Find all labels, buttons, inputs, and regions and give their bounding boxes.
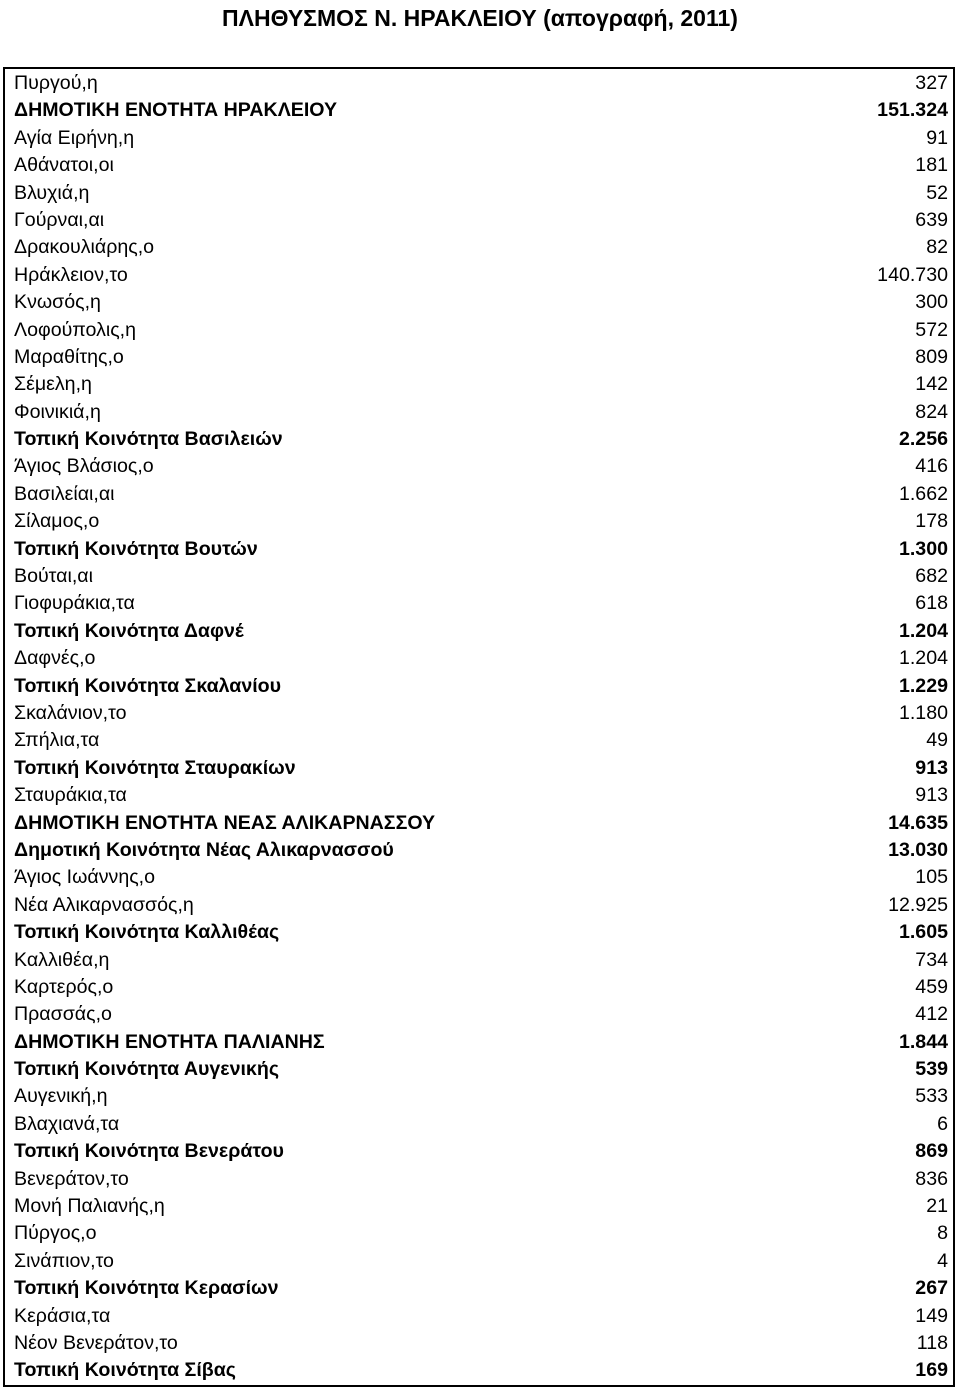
row-name: Αγία Ειρήνη,η	[14, 126, 135, 149]
row-name: Μονή Παλιανής,η	[14, 1195, 165, 1218]
row-population: 12.925	[888, 893, 948, 916]
row-population: 52	[926, 181, 948, 204]
row-population: 639	[915, 208, 948, 231]
row-name: Τοπική Κοινότητα Καλλιθέας	[14, 921, 280, 944]
row-name: Δαφνές,ο	[14, 647, 96, 670]
table-row	[5, 562, 953, 589]
row-population: 913	[915, 784, 948, 807]
table-row	[5, 151, 953, 178]
row-name: Πύργος,ο	[14, 1222, 97, 1245]
row-name: Γούρναι,αι	[14, 208, 105, 231]
table-row	[5, 754, 953, 781]
row-population: 734	[915, 948, 948, 971]
table-row	[5, 124, 953, 151]
row-name: Βούται,αι	[14, 565, 93, 588]
row-name: Καρτερός,ο	[14, 975, 114, 998]
row-name: Νέον Βενεράτον,το	[14, 1331, 178, 1354]
table-row	[5, 96, 953, 123]
page-title: ΠΛΗΘΥΣΜΟΣ Ν. ΗΡΑΚΛΕΙΟΥ (απογραφή, 2011)	[222, 5, 738, 31]
table-row	[5, 1082, 953, 1109]
row-population: 913	[915, 756, 948, 779]
row-population: 13.030	[888, 838, 948, 861]
row-population: 300	[915, 291, 948, 314]
row-name: Ηράκλειον,το	[14, 263, 128, 286]
table-row	[5, 617, 953, 644]
row-population: 1.204	[898, 619, 948, 642]
row-population: 618	[915, 592, 948, 615]
row-name: Άγιος Ιωάννης,ο	[14, 866, 156, 889]
row-name: Σινάπιον,το	[14, 1249, 114, 1272]
population-table	[3, 67, 955, 1387]
row-population: 1.605	[898, 921, 948, 944]
row-name: Σταυράκια,τα	[14, 784, 127, 807]
row-population: 416	[915, 455, 948, 478]
row-population: 809	[915, 345, 948, 368]
row-name: Τοπική Κοινότητα Σίβας	[14, 1359, 236, 1382]
table-row	[5, 726, 953, 753]
table-row	[5, 1329, 953, 1356]
row-name: ΔΗΜΟΤΙΚΗ ΕΝΟΤΗΤΑ ΗΡΑΚΛΕΙΟΥ	[14, 99, 338, 122]
row-name: Κεράσια,τα	[14, 1304, 111, 1327]
table-row	[5, 1219, 953, 1246]
row-name: Τοπική Κοινότητα Βουτών	[14, 537, 258, 560]
row-name: Τοπική Κοινότητα Σταυρακίων	[14, 756, 296, 779]
row-name: Αυγενική,η	[14, 1085, 108, 1108]
row-name: Βλυχιά,η	[14, 181, 90, 204]
row-population: 682	[915, 565, 948, 588]
row-population: 1.204	[898, 647, 948, 670]
table-row	[5, 288, 953, 315]
table-row	[5, 233, 953, 260]
table-row	[5, 507, 953, 534]
table-row	[5, 918, 953, 945]
table-rows	[5, 69, 953, 1384]
table-row	[5, 1028, 953, 1055]
table-row	[5, 1192, 953, 1219]
row-population: 118	[916, 1331, 948, 1354]
table-row	[5, 809, 953, 836]
row-name: Μαραθίτης,ο	[14, 345, 124, 368]
table-row	[5, 398, 953, 425]
row-name: Γιοφυράκια,τα	[14, 592, 135, 615]
table-row	[5, 699, 953, 726]
row-name: Τοπική Κοινότητα Αυγενικής	[14, 1058, 280, 1081]
row-name: Τοπική Κοινότητα Κερασίων	[14, 1277, 279, 1300]
table-row	[5, 1110, 953, 1137]
table-row	[5, 425, 953, 452]
table-row	[5, 452, 953, 479]
table-row	[5, 1356, 953, 1383]
table-row	[5, 1302, 953, 1329]
row-name: Βλαχιανά,τα	[14, 1112, 120, 1135]
table-row	[5, 1055, 953, 1082]
table-row	[5, 1000, 953, 1027]
row-population: 2.256	[898, 428, 948, 451]
row-name: Σέμελη,η	[14, 373, 92, 396]
row-population: 824	[915, 400, 948, 423]
row-name: Δρακουλιάρης,ο	[14, 236, 155, 259]
row-population: 4	[937, 1249, 948, 1272]
row-name: Σίλαμος,ο	[14, 510, 100, 533]
row-population: 1.844	[898, 1030, 948, 1053]
row-population: 869	[915, 1140, 948, 1163]
row-population: 14.635	[888, 811, 948, 834]
row-name: ΔΗΜΟΤΙΚΗ ΕΝΟΤΗΤΑ ΠΑΛΙΑΝΗΣ	[14, 1030, 325, 1053]
table-row	[5, 1247, 953, 1274]
table-row	[5, 1165, 953, 1192]
row-population: 151.324	[877, 99, 948, 122]
row-population: 140.730	[877, 263, 948, 286]
table-row	[5, 535, 953, 562]
row-name: Λοφούπολις,η	[14, 318, 137, 341]
table-row	[5, 261, 953, 288]
table-row	[5, 1137, 953, 1164]
row-population: 49	[926, 729, 948, 752]
table-row	[5, 781, 953, 808]
row-population: 149	[915, 1304, 948, 1327]
row-population: 327	[915, 72, 948, 94]
row-population: 21	[926, 1195, 948, 1218]
row-name: Νέα Αλικαρνασσός,η	[14, 893, 194, 916]
table-row	[5, 370, 953, 397]
row-population: 142	[915, 373, 948, 396]
table-row	[5, 589, 953, 616]
table-row	[5, 946, 953, 973]
row-population: 105	[915, 866, 948, 889]
row-population: 1.662	[898, 482, 948, 505]
table-row	[5, 1274, 953, 1301]
row-population: 267	[915, 1277, 948, 1300]
row-name: ΔΗΜΟΤΙΚΗ ΕΝΟΤΗΤΑ ΝΕΑΣ ΑΛΙΚΑΡΝΑΣΣΟΥ	[14, 811, 436, 834]
table-row	[5, 480, 953, 507]
row-population: 836	[915, 1167, 948, 1190]
row-name: Δημοτική Κοινότητα Νέας Αλικαρνασσού	[14, 838, 394, 861]
row-population: 8	[937, 1222, 948, 1245]
row-population: 412	[915, 1003, 948, 1026]
table-row	[5, 891, 953, 918]
row-name: Άγιος Βλάσιος,ο	[14, 455, 154, 478]
row-population: 572	[915, 318, 948, 341]
row-name: Τοπική Κοινότητα Δαφνέ	[14, 619, 244, 642]
row-name: Κνωσός,η	[14, 291, 101, 314]
table-row	[5, 672, 953, 699]
row-population: 178	[915, 510, 948, 533]
table-row	[5, 836, 953, 863]
row-name: Καλλιθέα,η	[14, 948, 110, 971]
row-name: Βασιλείαι,αι	[14, 482, 115, 505]
row-name: Σκαλάνιον,το	[14, 701, 127, 724]
table-row	[5, 179, 953, 206]
row-population: 539	[915, 1058, 948, 1081]
row-name: Τοπική Κοινότητα Βενεράτου	[14, 1140, 284, 1163]
row-population: 1.229	[898, 674, 948, 697]
table-row	[5, 343, 953, 370]
table-row	[5, 206, 953, 233]
table-row	[5, 644, 953, 671]
table-row	[5, 863, 953, 890]
row-population: 181	[915, 154, 948, 177]
row-population: 1.300	[898, 537, 948, 560]
row-name: Σπήλια,τα	[14, 729, 100, 752]
table-row	[5, 69, 953, 96]
row-population: 169	[915, 1359, 948, 1382]
row-name: Πρασσάς,ο	[14, 1003, 112, 1026]
table-row	[5, 973, 953, 1000]
row-population: 459	[915, 975, 948, 998]
row-name: Τοπική Κοινότητα Βασιλειών	[14, 428, 283, 451]
row-name: Πυργού,η	[14, 72, 98, 94]
row-population: 6	[937, 1112, 948, 1135]
row-name: Βενεράτον,το	[14, 1167, 129, 1190]
row-population: 1.180	[898, 701, 948, 724]
row-name: Τοπική Κοινότητα Σκαλανίου	[14, 674, 282, 697]
row-population: 533	[915, 1085, 948, 1108]
row-name: Αθάνατοι,οι	[14, 154, 114, 177]
row-population: 82	[926, 236, 948, 259]
table-row	[5, 316, 953, 343]
row-name: Φοινικιά,η	[14, 400, 101, 423]
row-population: 91	[926, 126, 948, 149]
